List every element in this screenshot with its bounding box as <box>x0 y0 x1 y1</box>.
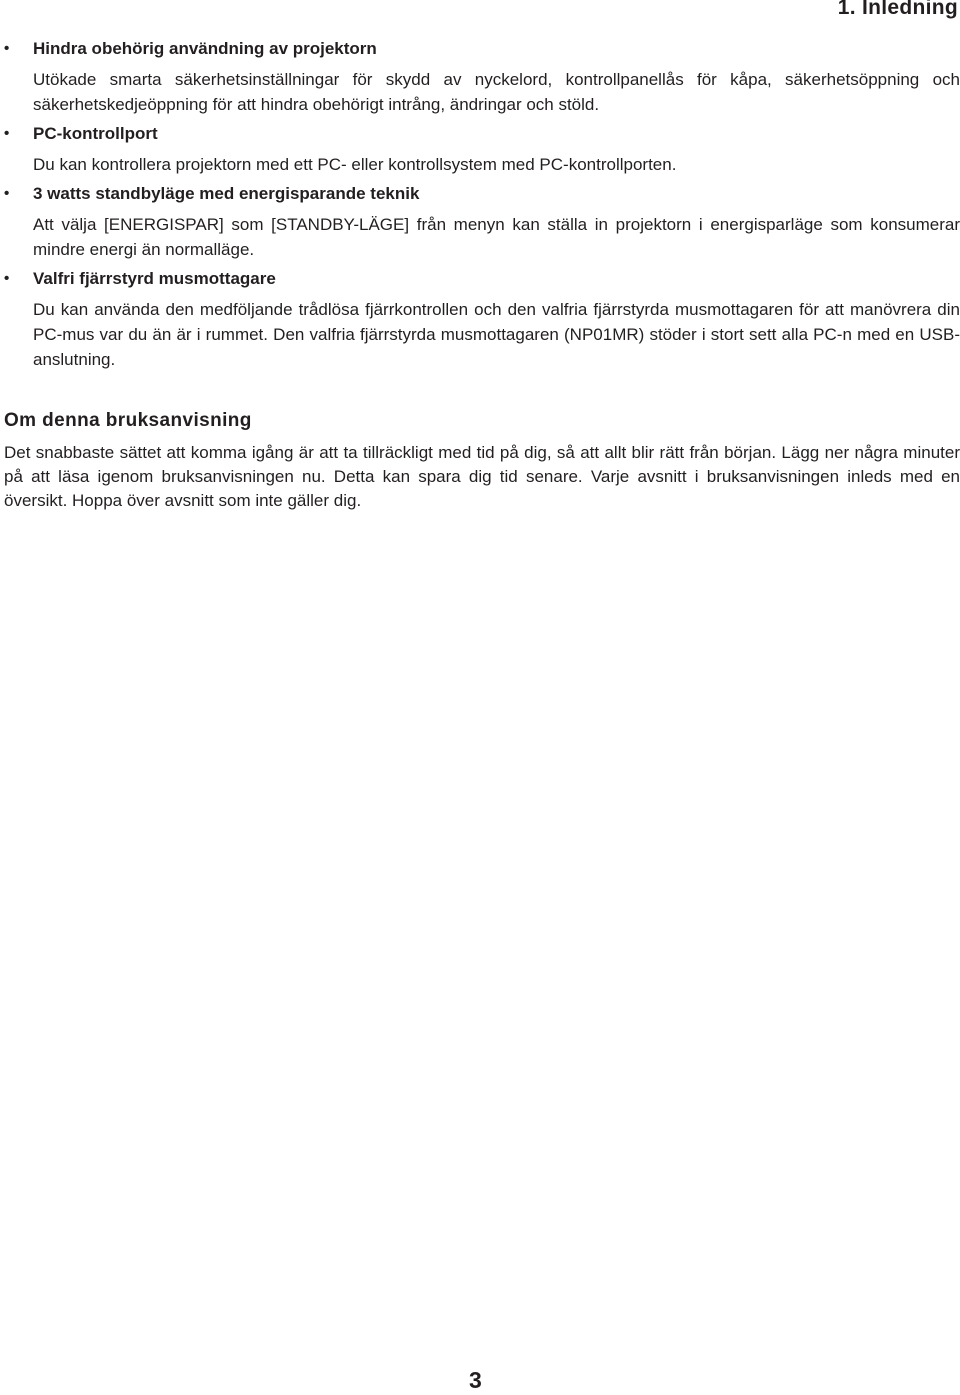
bullet-icon: • <box>4 270 10 287</box>
feature-heading <box>0 121 960 147</box>
feature-title: 3 watts standbyläge med energisparande teknik <box>33 184 420 203</box>
chapter-header: 1. Inledning <box>837 0 958 19</box>
feature-description: Du kan använda den medföljande trådlösa fjärrkontrollen och den valfria fjärrstyrda musmottagaren för att manövrera din PC-mus var du än är i rummet. Den valfria fjärrstyrda musmottagaren (NP01MR) stöder i stort sett alla PC-n med en USB-anslutning. <box>33 300 960 369</box>
feature-description: Du kan kontrollera projektorn med ett PC- eller kontrollsystem med PC-kontrollporten. <box>33 155 677 174</box>
feature-item <box>0 121 960 181</box>
section-title: Om denna bruksanvisning <box>4 410 252 431</box>
feature-heading <box>0 36 960 62</box>
feature-description: Att välja [ENERGISPAR] som [STANDBY-LÄGE] från menyn kan ställa in projektorn i energisparläge som konsumerar mindre energi än normalläge. <box>33 215 960 259</box>
feature-item <box>0 266 960 376</box>
feature-title: Hindra obehörig användning av projektorn <box>33 39 377 58</box>
feature-title: Valfri fjärrstyrd musmottagare <box>33 269 276 288</box>
feature-description: Utökade smarta säkerhetsinställningar för skydd av nyckelord, kontrollpanellås för kåpa, säkerhetsöppning och säkerhetskedjeöppning för att hindra obehörigt intrång, ändringar och stöld. <box>33 70 960 114</box>
bullet-icon: • <box>4 185 10 202</box>
bullet-icon: • <box>4 125 10 142</box>
page-number: 3 <box>469 1367 482 1393</box>
bullet-icon: • <box>4 40 10 57</box>
feature-list <box>0 36 960 376</box>
feature-heading <box>0 181 960 207</box>
feature-item <box>0 181 960 266</box>
feature-heading <box>0 266 960 292</box>
feature-title: PC-kontrollport <box>33 124 158 143</box>
section-body: Det snabbaste sättet att komma igång är att ta tillräckligt med tid på dig, så att allt blir rätt från början. Lägg ner några minuter på att läsa igenom bruksanvisningen nu. Detta kan spara dig tid senare. Varje avsnitt i bruksanvisningen inleds med en översikt. Hoppa över avsnitt som inte gäller dig. <box>4 443 960 510</box>
feature-item <box>0 36 960 121</box>
